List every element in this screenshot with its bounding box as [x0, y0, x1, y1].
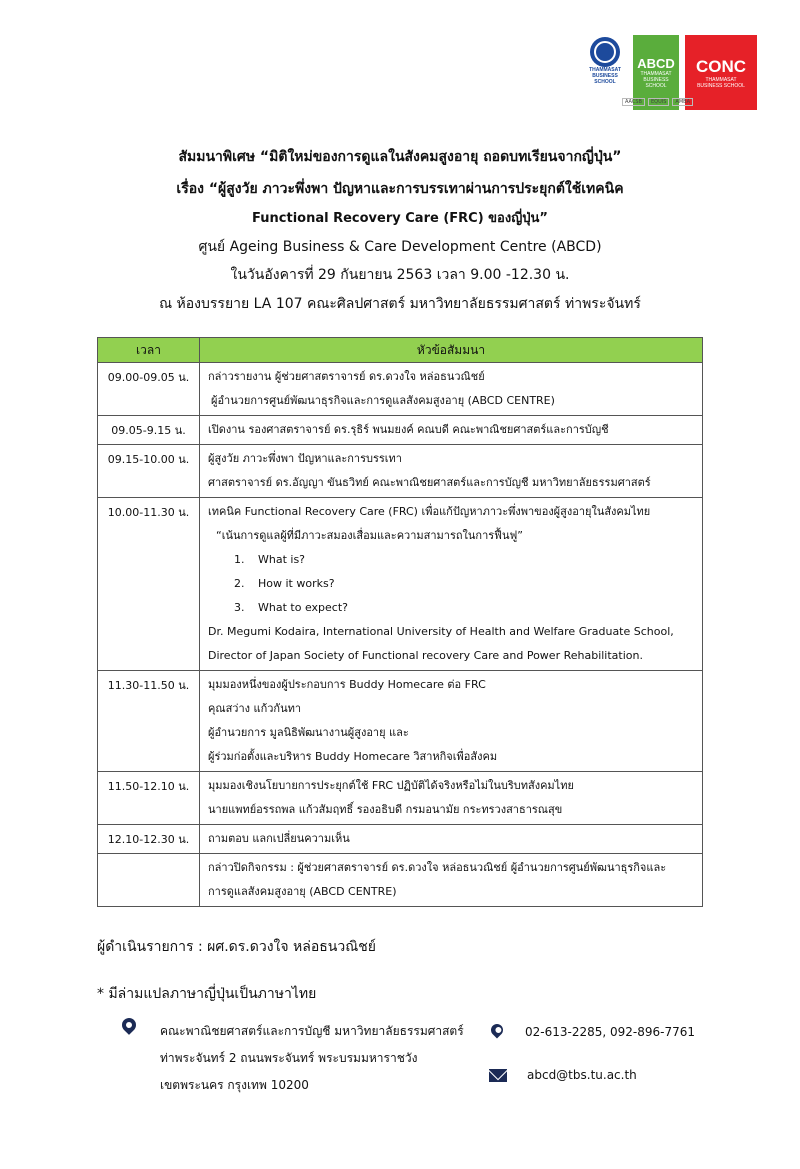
event-venue: ณ ห้องบรรยาย LA 107 คณะศิลปศาสตร์ มหาวิทยาลัยธรรมศาสตร์ ท่าพระจันทร์: [159, 296, 641, 312]
seminar-topic: เรื่อง “ผู้สูงวัย ภาวะพึ่งพา ปัญหาและการบรรเทาผ่านการประยุกต์ใช้เทคนิค: [176, 181, 624, 197]
location-pin-icon: [119, 1015, 139, 1035]
list-item: 1. What is?: [234, 553, 306, 566]
mail-icon: [489, 1069, 507, 1082]
thammasat-seal-icon: [590, 37, 620, 67]
time-cell: 09.05-9.15 น.: [98, 416, 200, 445]
email-address: abcd@tbs.tu.ac.th: [527, 1068, 637, 1082]
equis-badge: EQUIS: [648, 98, 669, 106]
phone-number: 02-613-2285, 092-896-7761: [525, 1025, 696, 1039]
accreditation-badges: [622, 98, 693, 106]
table-row: [98, 772, 703, 825]
topic-cell: มุมมองเชิงนโยบายการประยุกต์ใช้ FRC ปฏิบัติได้จริงหรือไม่ในบริบทสังคมไทย นายแพทย์อรรถพล แก้วสัมฤทธิ์ รองอธิบดี กรมอนามัย กระทรวงสาธารณสุข: [200, 772, 703, 825]
topic-cell: เปิดงาน รองศาสตราจารย์ ดร.รุธิร์ พนมยงค์ คณบดี คณะพาณิชยศาสตร์และการบัญชี: [200, 416, 703, 445]
abcd-logo: ABCD THAMMASAT BUSINESS SCHOOL: [633, 35, 679, 110]
table-row: [98, 445, 703, 498]
time-cell: 09.15-10.00 น.: [98, 445, 200, 498]
time-cell: 10.00-11.30 น.: [98, 498, 200, 671]
table-row: [98, 671, 703, 772]
seminar-topic-cont: Functional Recovery Care (FRC) ของญี่ปุ่น”: [252, 211, 548, 226]
topic-cell: มุมมองหนึ่งของผู้ประกอบการ Buddy Homecare ต่อ FRC คุณสว่าง แก้วกันทา ผู้อำนวยการ มูลนิธิพัฒนางานผู้สูงอายุ และ ผู้ร่วมก่อตั้งและบริหาร Buddy Homecare วิสาหกิจเพื่อสังคม: [200, 671, 703, 772]
table-row: [98, 363, 703, 416]
topic-cell: กล่าวปิดกิจกรรม : ผู้ช่วยศาสตราจารย์ ดร.ดวงใจ หล่อธนวณิชย์ ผู้อำนวยการศูนย์พัฒนาธุรกิจและ การดูแลสังคมสูงอายุ (ABCD CENTRE): [200, 854, 703, 907]
table-row: [98, 854, 703, 907]
time-cell: 09.00-09.05 น.: [98, 363, 200, 416]
topic-header: หัวข้อสัมมนา: [200, 338, 703, 363]
list-item: 3. What to expect?: [234, 601, 348, 614]
list-item: 2. How it works?: [234, 577, 335, 590]
amba-badge: AMBA: [672, 98, 693, 106]
time-cell: 12.10-12.30 น.: [98, 825, 200, 854]
moderator-note: ผู้ดำเนินรายการ : ผศ.ดร.ดวงใจ หล่อธนวณิชย์: [97, 939, 376, 955]
interpreter-note: * มีล่ามแปลภาษาญี่ปุ่นเป็นภาษาไทย: [97, 986, 317, 1002]
organizer: ศูนย์ Ageing Business & Care Development Centre (ABCD): [198, 239, 602, 255]
time-header: เวลา: [98, 338, 200, 363]
table-row: [98, 825, 703, 854]
seminar-title: สัมมนาพิเศษ “มิติใหม่ของการดูแลในสังคมสูงอายุ ถอดบทเรียนจากญี่ปุ่น”: [178, 149, 622, 165]
conc-logo: CONC THAMMASAT BUSINESS SCHOOL: [685, 35, 757, 110]
table-row: [98, 498, 703, 671]
topic-cell: เทคนิค Functional Recovery Care (FRC) เพื่อแก้ปัญหาภาวะพึ่งพาของผู้สูงอายุในสังคมไทย “เน้นการดูแลผู้ที่มีภาวะสมองเสื่อมและความสามารถในการฟื้นฟู” 1. What is? 2. How it works? 3. What to expect? Dr. Megumi Kodaira, International University of Health and Welfare Graduate School, Director of Japan Society of Functional recovery Care and Power Rehabilitation.: [200, 498, 703, 671]
topic-cell: ถามตอบ แลกเปลี่ยนความเห็น: [200, 825, 703, 854]
topic-cell: กล่าวรายงาน ผู้ช่วยศาสตราจารย์ ดร.ดวงใจ หล่อธนวณิชย์ ผู้อำนวยการศูนย์พัฒนาธุรกิจและการดูแลสังคมสูงอายุ (ABCD CENTRE): [200, 363, 703, 416]
topic-cell: ผู้สูงวัย ภาวะพึ่งพา ปัญหาและการบรรเทา ศาสตราจารย์ ดร.อัญญา ขันธวิทย์ คณะพาณิชยศาสตร์และการบัญชี มหาวิทยาลัยธรรมศาสตร์: [200, 445, 703, 498]
time-cell: 11.50-12.10 น.: [98, 772, 200, 825]
event-date: ในวันอังคารที่ 29 กันยายน 2563 เวลา 9.00 -12.30 น.: [230, 267, 570, 283]
table-row: [98, 416, 703, 445]
address-block: คณะพาณิชยศาสตร์และการบัญชี มหาวิทยาลัยธรรมศาสตร์ ท่าพระจันทร์ 2 ถนนพระจันทร์ พระบรมมหาราชวัง เขตพระนคร กรุงเทพ 10200: [160, 1024, 464, 1092]
phone-pin-icon: [489, 1022, 506, 1039]
schedule-table: [97, 337, 703, 907]
table-header-row: [98, 338, 703, 363]
thammasat-logo: THAMMASAT BUSINESS SCHOOL: [583, 35, 627, 110]
time-cell: 11.30-11.50 น.: [98, 671, 200, 772]
aacsb-badge: AACSB: [622, 98, 645, 106]
time-cell: [98, 854, 200, 907]
